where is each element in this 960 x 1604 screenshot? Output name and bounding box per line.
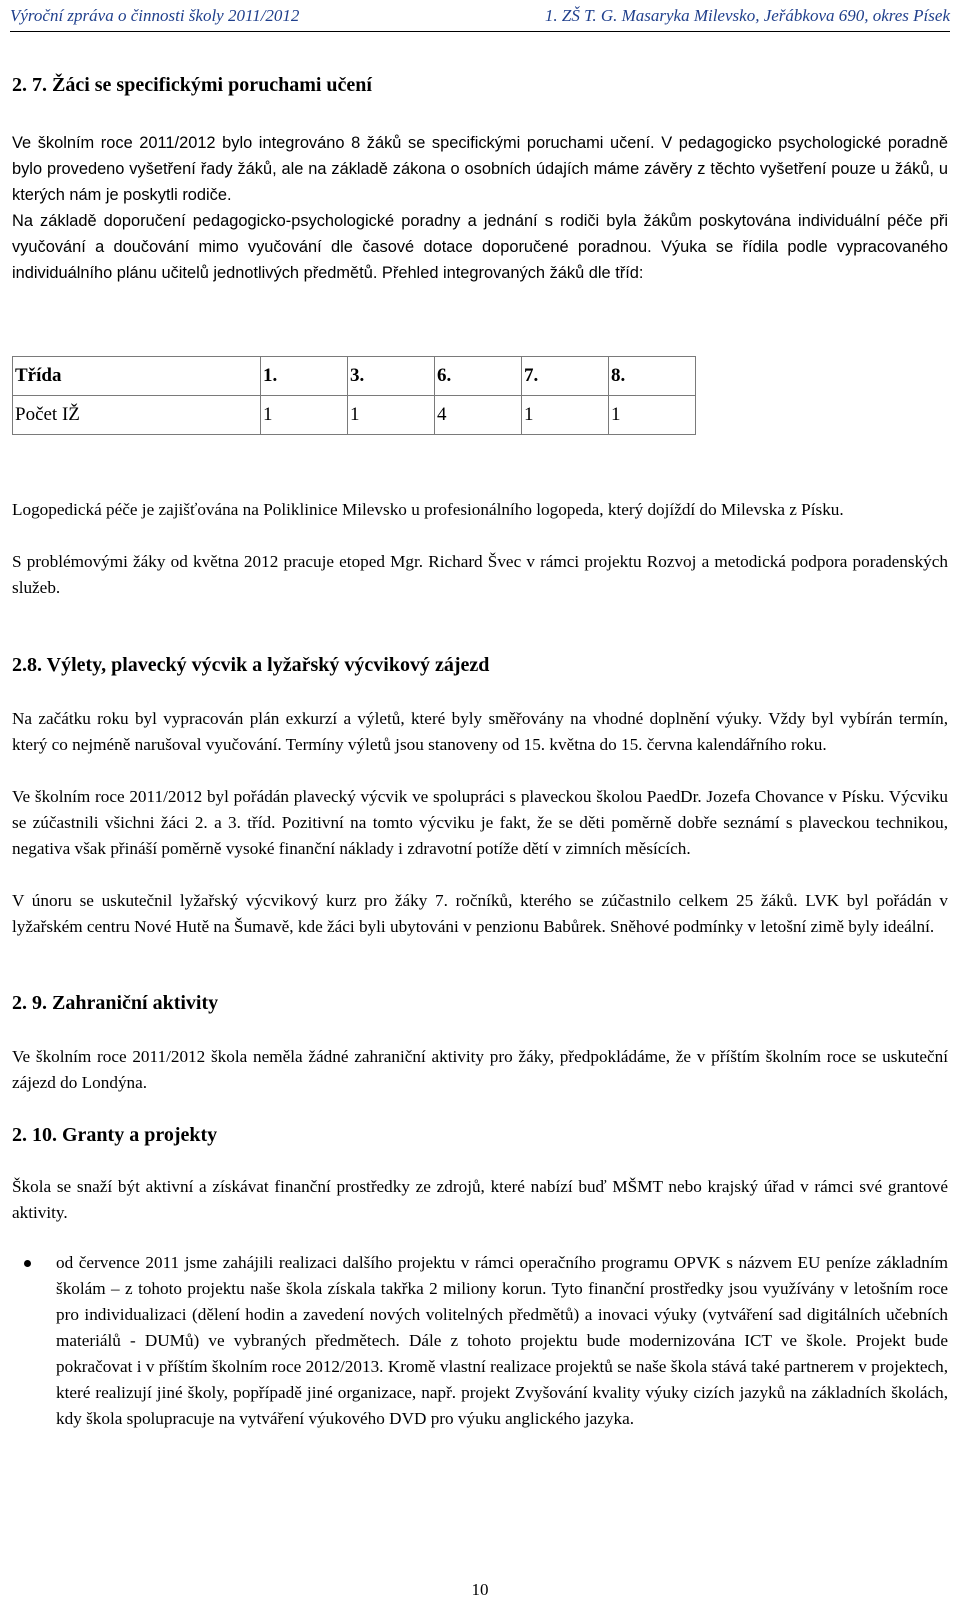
section-2-7-paragraph-3: Logopedická péče je zajišťována na Poliklinice Milevsko u profesionálního logopeda, který dojíždí do Milevska z Písku. xyxy=(12,500,844,519)
section-heading-2-8: 2.8. Výlety, plavecký výcvik a lyžařský výcvikový zájezd xyxy=(12,654,490,676)
list-item-text: od července 2011 jsme zahájili realizaci dalšího projektu v rámci operačního programu OPVK s názvem EU peníze základním školám – z tohoto projektu naše škola získala takřka 2 miliony korun. Tyto finanční prostředky jsou využívány v letošním roce pro individualizaci (dělení hodin a zavedení nových volitelných předmětů) a inovaci výuky (vytváření sad digitálních učebních materiálů - DUMů) ve vybraných předmětech. Dále z tohoto projektu bude modernizována ICT ve škole. Projekt bude pokračovat i v příštím školním roce 2012/2013. Kromě vlastní realizace projektů se naše škola stává také partnerem v projektech, které realizují jiné školy, popřípadě jiné organizace, např. projekt Zvyšování kvality výuky cizích jazyků na základních školách, kdy škola spolupracuje na vytváření výukového DVD pro výuku anglického jazyka. xyxy=(56,1253,948,1428)
section-2-7-paragraph-2-text: Na základě doporučení pedagogicko-psychologické poradny a jednání s rodiči byla žákům poskytována individuální péče při vyučování a doučování mimo vyučování dle časové dotace doporučené poradnou. Výuka se řídila podle vypracovaného individuálního plánu učitelů jednotlivých předmětů. Přehled integrovaných žáků dle tříd: xyxy=(12,212,948,282)
section-heading-2-10: 2. 10. Granty a projekty xyxy=(12,1124,218,1146)
section-2-7-paragraph-1 xyxy=(12,130,948,208)
projects-bullet-list xyxy=(12,1250,948,1432)
list-item xyxy=(12,1250,948,1432)
table-cell-class: 3. xyxy=(348,357,435,396)
table-row-counts xyxy=(13,396,696,435)
section-2-10-paragraph-1: Škola se snaží být aktivní a získávat finanční prostředky ze zdrojů, které nabízí buď MŠMT nebo krajský úřad v rámci své grantové aktivity. xyxy=(12,1177,948,1222)
table-cell-count: 1 xyxy=(522,396,609,435)
header-report-title: Výroční zpráva o činnosti školy 2011/2012 xyxy=(10,6,300,25)
page-header xyxy=(10,6,950,30)
table-row-classes xyxy=(13,357,696,396)
section-heading-2-7: 2. 7. Žáci se specifickými poruchami učení xyxy=(12,74,372,96)
section-2-8-paragraph-2: Ve školním roce 2011/2012 byl pořádán plavecký výcvik ve spolupráci s plaveckou školou PaedDr. Jozefa Chovance v Písku. Výcviku se zúčastnili všichni žáci 2. a 3. tříd. Pozitivní na tomto výcviku je fakt, že se děti poměrně dobře seznámí s plaveckou technikou, negativa však přináší poměrně vysoké finanční náklady i zdravotní potíže dětí v zimních měsících. xyxy=(12,787,948,858)
section-2-7-paragraph-2 xyxy=(12,208,948,286)
table-cell-count: 1 xyxy=(348,396,435,435)
table-cell-class: 8. xyxy=(609,357,696,396)
table-cell-count: 1 xyxy=(609,396,696,435)
table-cell-count: 1 xyxy=(261,396,348,435)
section-heading-2-9: 2. 9. Zahraniční aktivity xyxy=(12,992,219,1014)
table-row-label-classes: Třída xyxy=(13,357,261,396)
page-number: 10 xyxy=(471,1580,489,1599)
section-2-8-paragraph-3: V únoru se uskutečnil lyžařský výcvikový kurz pro žáky 7. ročníků, kterého se zúčastnilo celkem 25 žáků. LVK byl pořádán v lyžařském centru Nové Hutě na Šumavě, kde žáci byli ubytováni v penzionu Babůrek. Sněhové podmínky v letošní zimě byly ideální. xyxy=(12,891,948,936)
section-2-7-paragraph-4: S problémovými žáky od května 2012 pracuje etoped Mgr. Richard Švec v rámci projektu Rozvoj a metodická podpora poradenských služeb. xyxy=(12,552,948,597)
bullet-icon xyxy=(24,1260,31,1267)
table-cell-count: 4 xyxy=(435,396,522,435)
header-rule xyxy=(10,31,950,32)
table-cell-class: 7. xyxy=(522,357,609,396)
table-cell-class: 1. xyxy=(261,357,348,396)
header-school-name: 1. ZŠ T. G. Masaryka Milevsko, Jeřábkova 690, okres Písek xyxy=(544,6,950,25)
section-2-7-paragraph-1-text: Ve školním roce 2011/2012 bylo integrováno 8 žáků se specifickými poruchami učení. V pedagogicko psychologické poradně bylo provedeno vyšetření řady žáků, ale na základě zákona o osobních údajích máme závěry z těchto vyšetření pouze u žáků, u kterých nám je poskytli rodiče. xyxy=(12,134,948,204)
section-2-9-paragraph-1: Ve školním roce 2011/2012 škola neměla žádné zahraniční aktivity pro žáky, předpokládáme, že v příštím školním roce se uskuteční zájezd do Londýna. xyxy=(12,1047,948,1092)
section-2-8-paragraph-1: Na začátku roku byl vypracován plán exkurzí a výletů, které byly směřovány na vhodné doplnění výuky. Vždy byl vybírán termín, který co nejméně narušoval vyučování. Termíny výletů jsou stanoveny od 15. května do 15. června kalendářního roku. xyxy=(12,709,948,754)
table-cell-class: 6. xyxy=(435,357,522,396)
table-row-label-counts: Počet IŽ xyxy=(13,396,261,435)
integrated-pupils-table xyxy=(12,356,696,435)
